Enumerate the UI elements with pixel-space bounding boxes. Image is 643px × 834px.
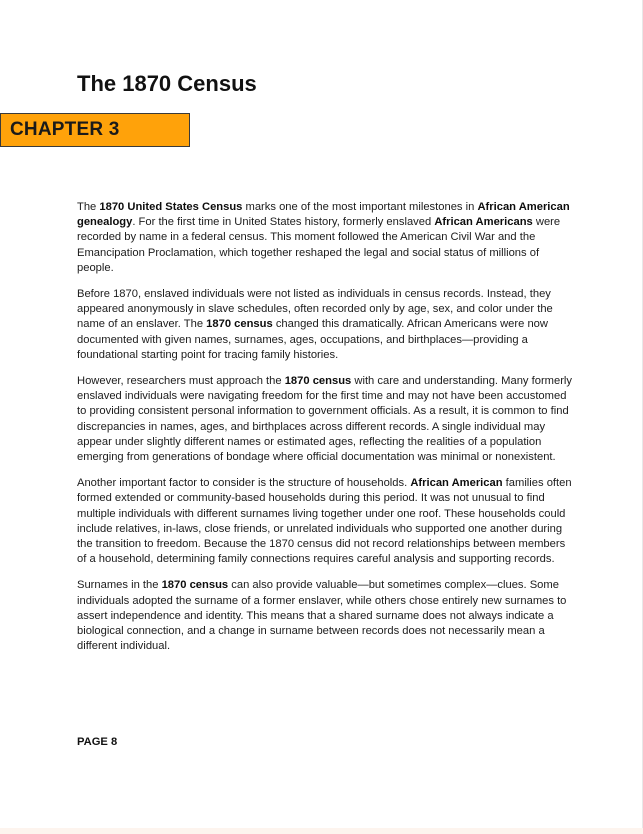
text-run: can also provide valuable—but sometimes complex—clues. Some individuals adopted the surname of a former enslaver, while others chose entirely new surnames to assert independence and identity. This means that a shared surname does not always indicate a biological connection, and a change in surname between records does not necessarily mean a different individual. xyxy=(77,579,567,653)
paragraph xyxy=(77,287,575,363)
paragraph xyxy=(77,578,575,654)
bold-text: African Americans xyxy=(434,216,533,229)
text-run: Before 1870, enslaved individuals were not listed as individuals in census records. Instead, they appeared anonymously in slave schedules, often recorded only by age, sex, and color under the name of an enslaver. The xyxy=(77,288,553,331)
page-number: PAGE 8 xyxy=(77,736,118,748)
paragraph xyxy=(77,374,575,465)
body-text xyxy=(77,200,575,665)
paragraph xyxy=(77,200,575,276)
bold-text: 1870 census xyxy=(161,579,229,592)
text-run: Surnames in the xyxy=(77,579,162,592)
bold-text: African American xyxy=(410,477,503,490)
bold-text: 1870 United States Census xyxy=(99,201,243,213)
text-run: The xyxy=(77,201,100,213)
bold-text: 1870 census xyxy=(206,318,273,331)
text-run: Another important factor to consider is the structure of households. xyxy=(77,477,411,490)
text-run: families often formed extended or community-based households during this period. It was not unusual to find multiple individuals with different surnames living together under one roof. These households could include relatives, in-laws, close friends, or unrelated individuals who supported one another during the transition to freedom. Because the 1870 census did not record relationships between members of a household, determining family connections requires careful analysis and supporting records. xyxy=(77,477,572,566)
page-title: The 1870 Census xyxy=(77,71,257,96)
bold-text: 1870 census xyxy=(284,375,352,388)
chapter-label: CHAPTER 3 xyxy=(10,119,120,140)
text-run: . For the first time in United States history, formerly enslaved xyxy=(132,216,435,229)
paragraph xyxy=(77,476,575,567)
text-run: with care and understanding. Many formerly enslaved individuals were navigating freedom for the first time and may not have been accustomed to providing consistent personal information to government officials. As a result, it is common to find discrepancies in names, ages, and birthplaces across different records. A single individual may appear under slightly different names or estimated ages, reflecting the realities of a population emerging from generations of bondage where official documentation was minimal or nonexistent. xyxy=(77,375,573,464)
text-run: marks one of the most important milestones in xyxy=(242,201,478,213)
text-run: changed this dramatically. African Americans were now documented with given names, surnames, ages, occupations, and birthplaces—providing a foundational starting point for tracing family histories. xyxy=(77,318,548,361)
text-run: However, researchers must approach the xyxy=(77,375,285,388)
chapter-banner xyxy=(0,113,190,147)
text-run: were recorded by name in a federal census. This moment followed the American Civil War and the Emancipation Proclamation, which together reshaped the legal and social status of millions of people. xyxy=(77,216,561,274)
bold-text: African American genealogy xyxy=(77,201,570,229)
